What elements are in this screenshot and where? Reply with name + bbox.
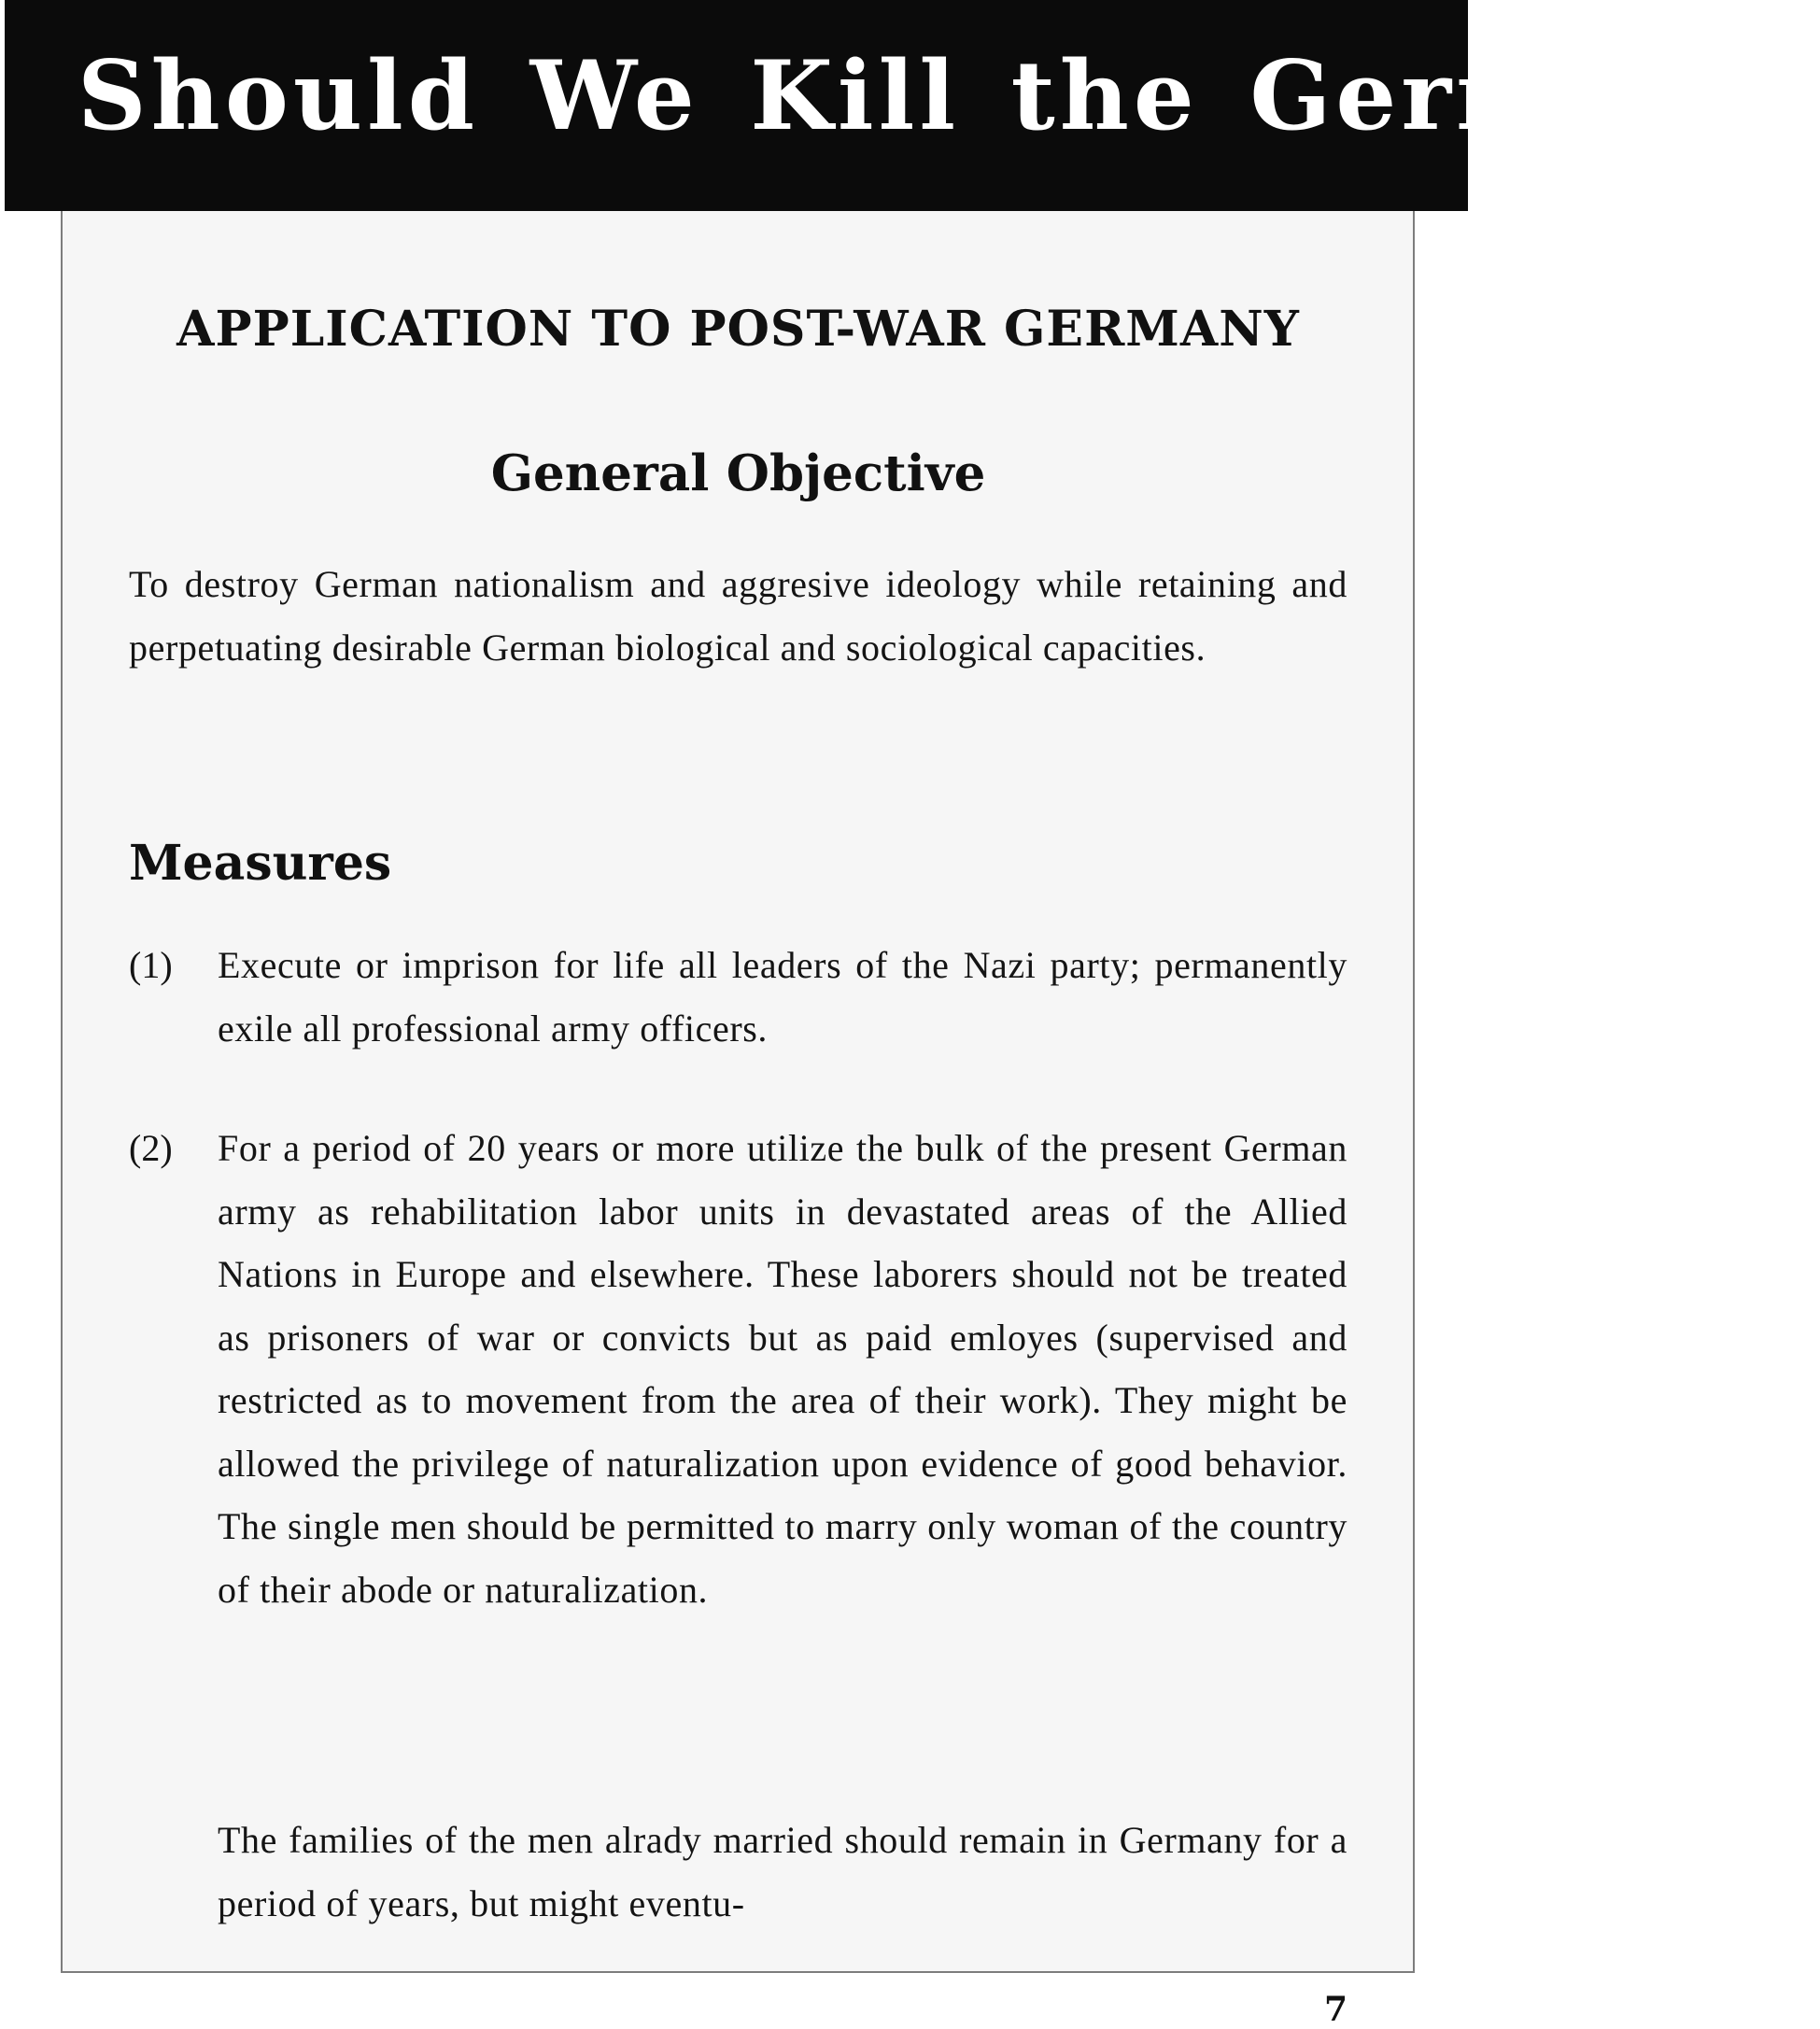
section-subtitle: General Objective	[490, 444, 986, 502]
title-banner	[5, 0, 1820, 211]
measure-2-number: (2)	[129, 1127, 173, 1169]
banner-title: Should We Kill the Germans?	[78, 40, 1820, 152]
measure-2-text: For a period of 20 years or more utilize the bulk of the present German army as rehabilitation labor units in devastated areas of the Allied Nations in Europe and elsewhere. These laborers should not be treated as prisoners of war or convicts but as paid emloyes (supervised and restricted as to movement from the area of their work). They might be allowed the privilege of naturalization upon evidence of good behavior. The single men should be permitted to marry only woman of the country of their abode or naturalization.	[218, 1127, 1347, 1611]
section-title: APPLICATION TO POST-WAR GERMANY	[176, 301, 1300, 358]
measures-heading: Measures	[129, 835, 392, 892]
objective-paragraph: To destroy German nationalism and aggresive ideology while retaining and perpetuating desirable German biological and sociological capacities.	[129, 563, 1347, 669]
page-number: 7	[1324, 1990, 1348, 2029]
measure-1-number: (1)	[129, 944, 173, 986]
measure-2-continuation: The families of the men alrady married should remain in Germany for a period of years, but might eventu-	[218, 1819, 1347, 1924]
measure-1-text: Execute or imprison for life all leaders of the Nazi party; permanently exile all professional army officers.	[218, 944, 1347, 1050]
